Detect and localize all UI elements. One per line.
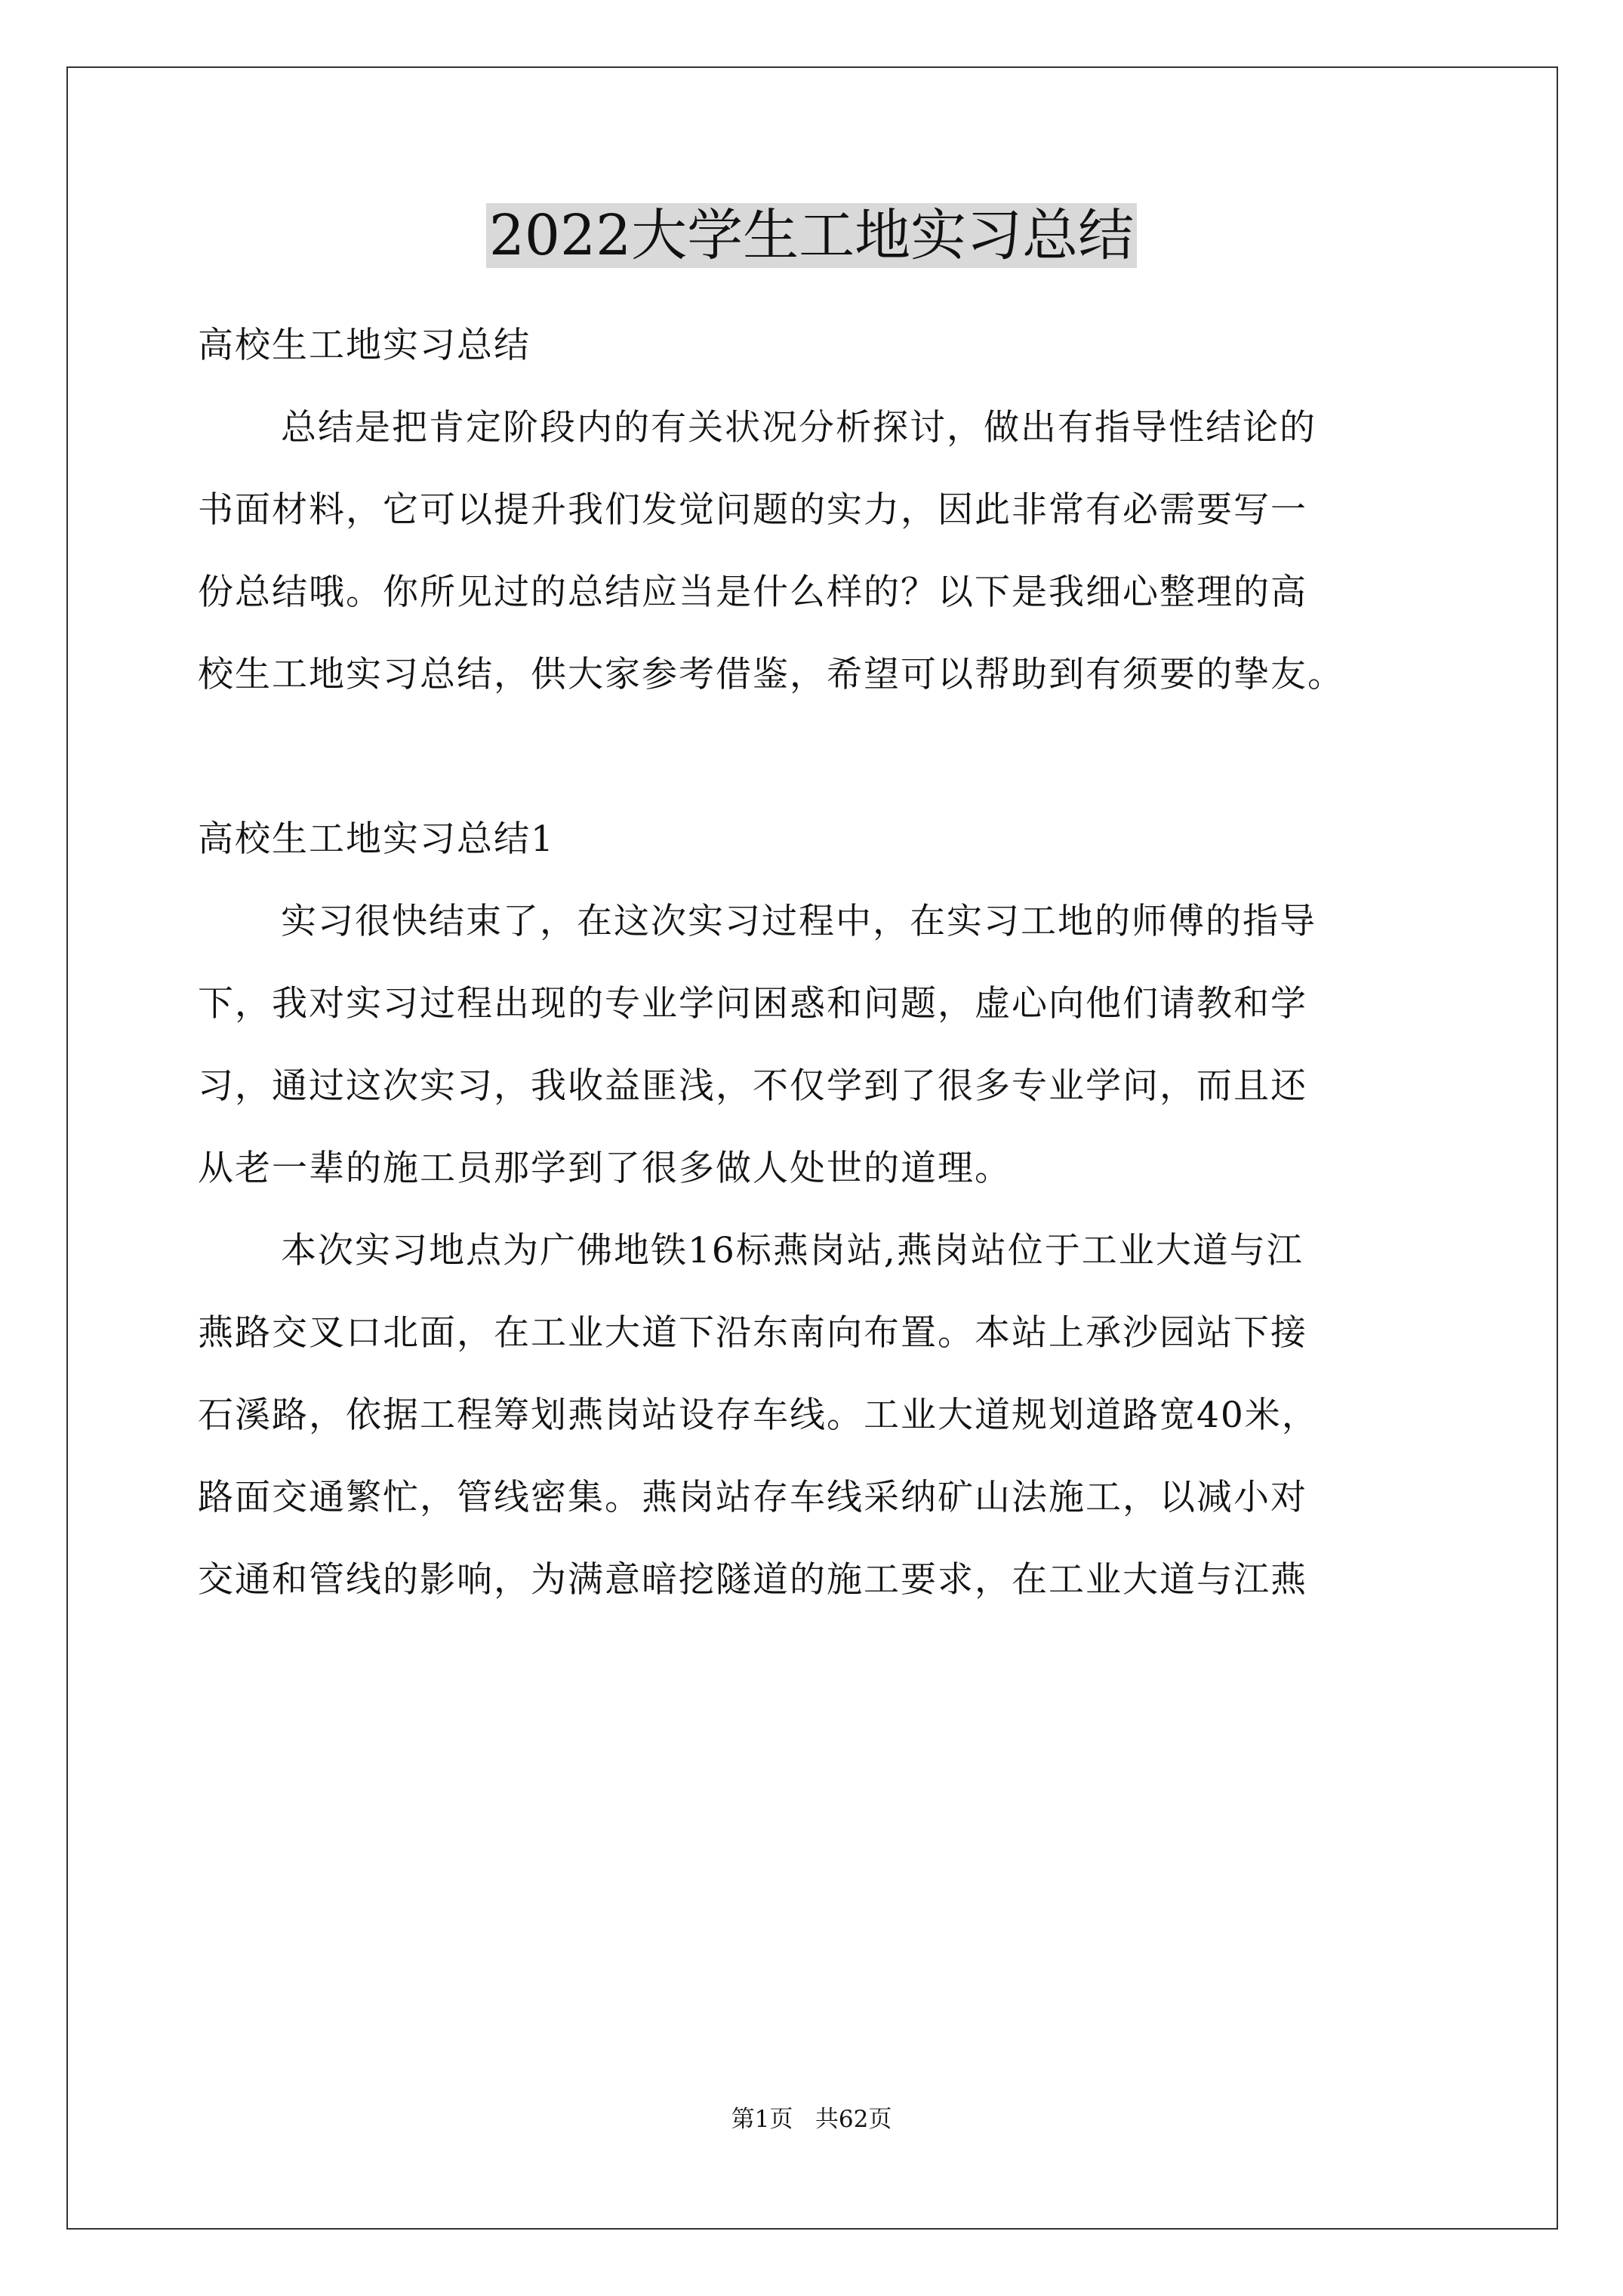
paragraph-line: 路面交通繁忙，管线密集。燕岗站存车线采纳矿山法施工，以减小对 — [198, 1477, 1307, 1518]
paragraph-line: 从老一辈的施工员那学到了很多做人处世的道理。 — [198, 1148, 1012, 1189]
paragraph-line: 校生工地实习总结，供大家参考借鉴，希望可以帮助到有须要的挚友。 — [198, 654, 1344, 695]
paragraph-line: 份总结哦。你所见过的总结应当是什么样的？以下是我细心整理的高 — [198, 572, 1307, 613]
paragraph-line: 习，通过这次实习，我收益匪浅，不仅学到了很多专业学问，而且还 — [198, 1065, 1307, 1107]
document-title-text: 2022大学生工地实习总结 — [486, 203, 1137, 268]
paragraph-gap — [198, 716, 1428, 798]
page-footer: 第1页 共62页 — [731, 2106, 892, 2133]
section-heading: 高校生工地实习总结 — [198, 325, 531, 366]
paragraph-line: 书面材料，它可以提升我们发觉问题的实力，因此非常有必需要写一 — [198, 489, 1307, 531]
document-body — [198, 304, 1428, 1621]
document-title — [0, 198, 1623, 273]
section-heading: 高校生工地实习总结1 — [198, 818, 555, 860]
paragraph-line: 实习很快结束了，在这次实习过程中，在实习工地的师傅的指导 — [281, 901, 1317, 942]
paragraph-line: 石溪路，依据工程筹划燕岗站设存车线。工业大道规划道路宽40米， — [198, 1395, 1319, 1436]
paragraph-line: 本次实习地点为广佛地铁16标燕岗站,燕岗站位于工业大道与江 — [281, 1230, 1304, 1271]
paragraph-line: 总结是把肯定阶段内的有关状况分析探讨，做出有指导性结论的 — [281, 407, 1317, 448]
paragraph-line: 下，我对实习过程出现的专业学问困惑和问题，虚心向他们请教和学 — [198, 983, 1307, 1025]
paragraph-line: 交通和管线的影响，为满意暗挖隧道的施工要求，在工业大道与江燕 — [198, 1559, 1307, 1601]
paragraph-line: 燕路交叉口北面，在工业大道下沿东南向布置。本站上承沙园站下接 — [198, 1312, 1307, 1354]
